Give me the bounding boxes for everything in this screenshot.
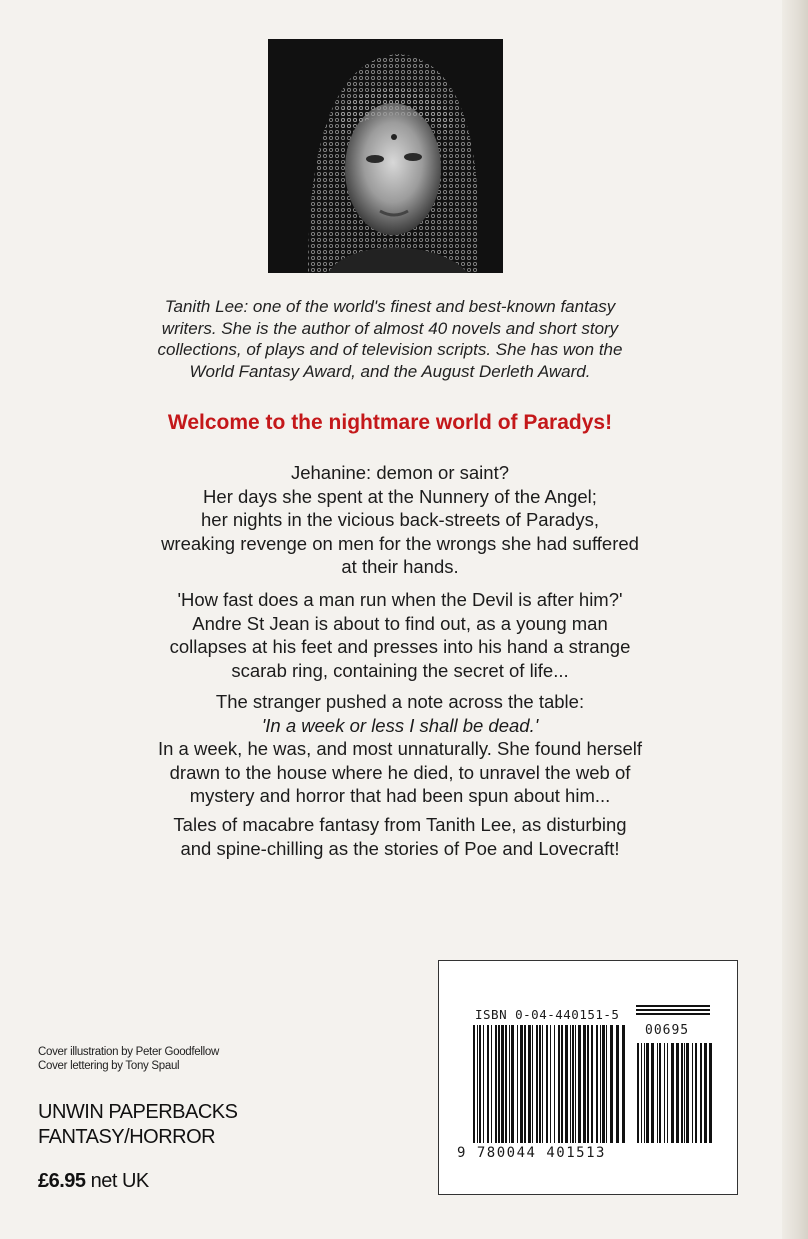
barcode-bar [509,1025,510,1143]
blurb-paragraph-1 [80,461,720,579]
barcode-bar [700,1043,702,1143]
publisher-name: UNWIN PAPERBACKS [38,1101,238,1123]
barcode-bar [495,1025,497,1143]
blurb-line: at their hands. [341,556,459,577]
barcode-bar [483,1025,484,1143]
author-bio-line: World Fantasy Award, and the August Derleth Award. [189,361,591,381]
barcode-bar [477,1025,478,1143]
barcode-bar [651,1043,654,1143]
author-bio [110,296,670,382]
blurb-line: Tales of macabre fantasy from Tanith Lee, as disturbing [173,814,627,835]
blurb-line: drawn to the house where he died, to unravel the web of [169,761,631,783]
barcode-bar [602,1025,605,1143]
blurb-line: The stranger pushed a note across the table: [215,691,585,712]
barcode-bar [664,1043,665,1143]
barcode-bar [487,1025,489,1143]
barcode-bar [637,1043,639,1143]
ean-barcode [473,1025,625,1143]
blurb-line: collapses at his feet and presses into his hand a strange [169,636,631,657]
barcode-bar [578,1025,581,1143]
ean-digits: 9 780044 401513 [457,1145,606,1161]
barcode-bar [505,1025,507,1143]
barcode-bar [491,1025,492,1143]
barcode-bar [546,1025,548,1143]
price [38,1170,149,1193]
barcode-bar [517,1025,518,1143]
barcode-bar [695,1043,697,1143]
barcode-bar [681,1043,683,1143]
barcode-bar [570,1025,571,1143]
barcode-bar [587,1025,589,1143]
barcode-bar [676,1043,679,1143]
barcode-bar [572,1025,574,1143]
barcode-bar [644,1043,645,1143]
publisher-block [38,1100,237,1150]
barcode-bar [536,1025,538,1143]
barcode-box [438,960,738,1195]
barcode-bar [539,1025,541,1143]
blurb-line: and spine-chilling as the stories of Poe and Lovecraft! [180,837,620,859]
barcode-bar [565,1025,568,1143]
barcode-bar [524,1025,526,1143]
barcode-bar [686,1043,689,1143]
blurb-paragraph-2 [80,588,720,682]
price-addon-barcode [637,1043,712,1143]
barcode-bar [511,1025,514,1143]
barcode-bar [554,1025,555,1143]
barcode-bar [622,1025,625,1143]
barcode-bar [616,1025,619,1143]
illustration-credit: Cover illustration by Peter Goodfellow [38,1046,219,1058]
barcode-bar [520,1025,523,1143]
barcode-bar [542,1025,543,1143]
blurb-line: Jehanine: demon or saint? [290,462,510,483]
barcode-bar [591,1025,593,1143]
author-photo [268,39,503,273]
barcode-bar [583,1025,586,1143]
blurb-line: scarab ring, containing the secret of life... [231,659,569,681]
barcode-bar [606,1025,607,1143]
genre-label: FANTASY/HORROR [38,1126,216,1148]
barcode-bar [709,1043,712,1143]
author-portrait-image [268,39,503,273]
barcode-bar [550,1025,551,1143]
barcode-price-code: 00695 [645,1023,690,1038]
blurb-line: Andre St Jean is about to find out, as a young man [192,612,608,634]
barcode-bar [704,1043,707,1143]
barcode-bar [610,1025,613,1143]
price-amount: £6.95 [38,1170,86,1192]
barcode-bar [659,1043,661,1143]
barcode-bar [657,1043,658,1143]
isbn-number: ISBN 0-04-440151-5 [475,1007,620,1022]
barcode-bar [473,1025,475,1143]
blurb-quote: 'In a week or less I shall be dead.' [261,714,539,736]
cover-credits [38,1045,219,1073]
barcode-bar [600,1025,601,1143]
blurb-line: mystery and horror that had been spun about him... [189,785,611,806]
author-bio-line: collections, of plays and of television scripts. She has won the [157,340,623,359]
barcode-bar [692,1043,693,1143]
blurb-line: In a week, he was, and most unnaturally. She found herself [157,738,643,759]
barcode-bar [575,1025,576,1143]
spine-edge [782,0,808,1239]
barcode-bar [479,1025,481,1143]
author-bio-line: Tanith Lee: one of the world's finest and best-known fantasy [164,297,616,316]
barcode-bar [596,1025,598,1143]
price-suffix: net UK [90,1170,149,1192]
barcode-bar [558,1025,560,1143]
blurb-line: 'How fast does a man run when the Devil is after him?' [177,589,623,610]
barcode-bar [501,1025,504,1143]
author-bio-line: writers. She is the author of almost 40 novels and short story [161,318,619,338]
lettering-credit: Cover lettering by Tony Spaul [38,1060,180,1072]
tagline: Welcome to the nightmare world of Paradys! [167,411,613,434]
barcode-bar [667,1043,668,1143]
barcode-bar [641,1043,642,1143]
barcode-bar [532,1025,533,1143]
barcode-bar [528,1025,531,1143]
barcode-bar [646,1043,649,1143]
blurb-line: her nights in the vicious back-streets of Paradys, [201,509,599,530]
barcode-bar [671,1043,674,1143]
barcode-bar [561,1025,563,1143]
blurb-paragraph-4 [80,813,720,860]
barcode-bar [684,1043,685,1143]
barcode-bar [498,1025,500,1143]
blurb-paragraph-3 [80,690,720,808]
blurb-line: Her days she spent at the Nunnery of the Angel; [203,485,597,507]
blurb-line: wreaking revenge on men for the wrongs she had suffered [161,532,639,554]
